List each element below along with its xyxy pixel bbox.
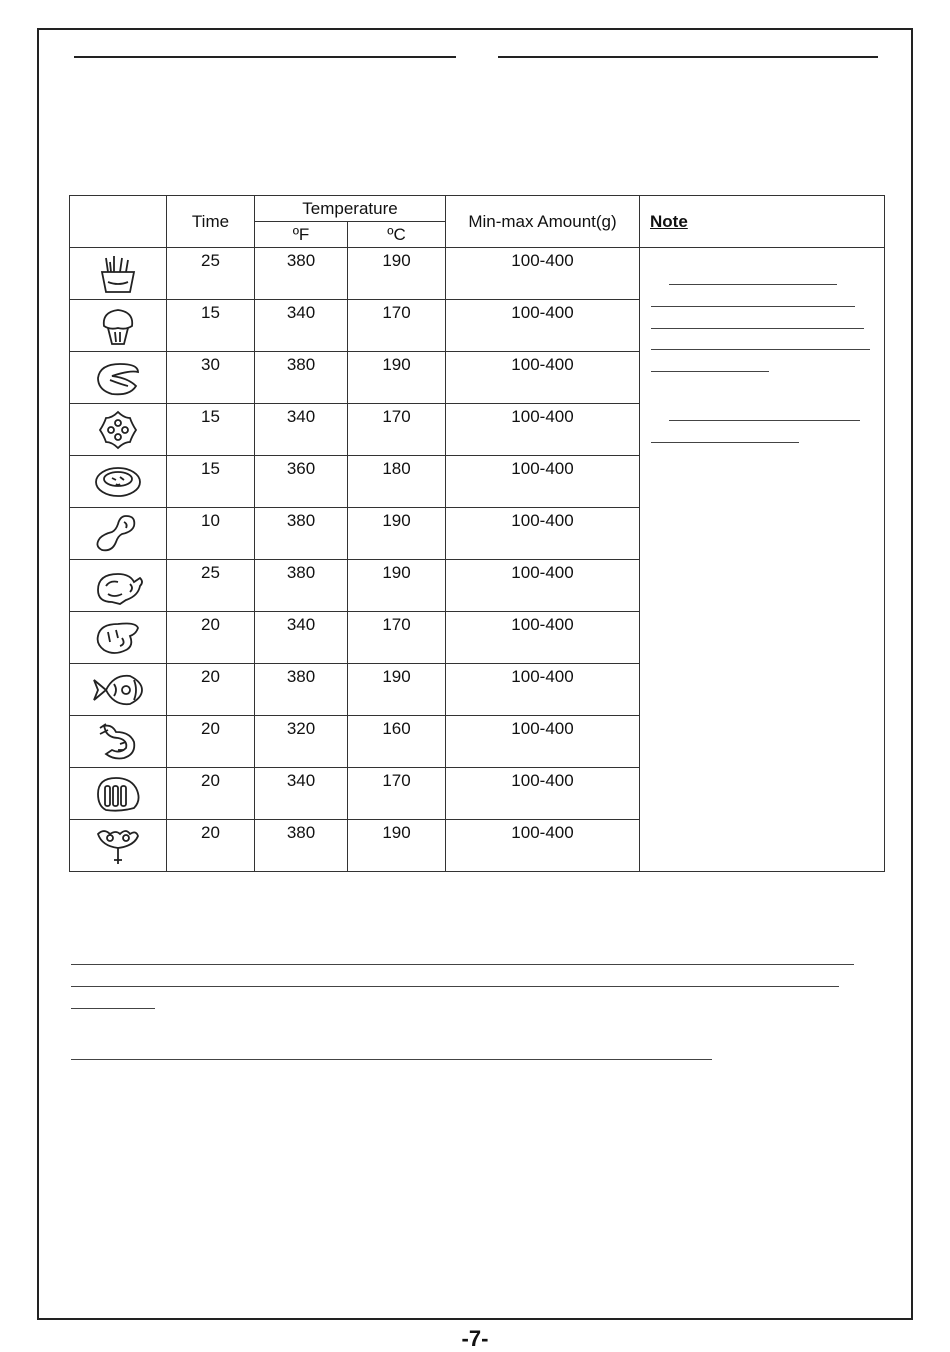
amount-cell: 100-400 [446,664,640,716]
steak-icon [90,616,146,660]
amount-cell: 100-400 [446,352,640,404]
amount-cell: 100-400 [446,456,640,508]
body-line [71,964,854,965]
fahrenheit-cell: 380 [255,560,348,612]
time-cell: 25 [167,560,255,612]
celsius-cell: 170 [348,300,446,352]
skewer-icon [90,824,146,868]
amount-cell: 100-400 [446,508,640,560]
body-line [71,1059,712,1060]
icon-cell [70,768,167,820]
time-cell: 20 [167,664,255,716]
fahrenheit-cell: 380 [255,248,348,300]
shrimp-icon [90,720,146,764]
page-number: -7- [461,1326,489,1351]
ribs-icon [90,772,146,816]
header-note [640,196,885,248]
fish-icon [90,668,146,712]
time-cell: 30 [167,352,255,404]
note-line [651,349,870,350]
fahrenheit-cell: 360 [255,456,348,508]
celsius-cell: 190 [348,664,446,716]
fahrenheit-cell: 320 [255,716,348,768]
fahrenheit-cell: 380 [255,820,348,872]
time-cell: 15 [167,404,255,456]
header-temperature: Temperature [255,196,446,222]
time-cell: 15 [167,300,255,352]
icon-cell [70,560,167,612]
time-cell: 10 [167,508,255,560]
celsius-cell: 190 [348,560,446,612]
amount-cell: 100-400 [446,300,640,352]
body-line [71,986,839,987]
celsius-cell: 190 [348,352,446,404]
chicken-icon [90,564,146,608]
amount-cell: 100-400 [446,612,640,664]
celsius-cell: 160 [348,716,446,768]
fahrenheit-cell: 380 [255,508,348,560]
amount-cell: 100-400 [446,248,640,300]
fahrenheit-cell: 340 [255,300,348,352]
fahrenheit-cell: 340 [255,612,348,664]
note-line [651,328,864,329]
pastry-icon [90,356,146,400]
celsius-cell: 180 [348,456,446,508]
note-label: Note [650,211,688,231]
heading-rule-left [74,56,456,58]
amount-cell: 100-400 [446,820,640,872]
pie-icon [90,460,146,504]
icon-cell [70,716,167,768]
icon-cell [70,352,167,404]
amount-cell: 100-400 [446,404,640,456]
body-line [71,1008,155,1009]
amount-cell: 100-400 [446,560,640,612]
fahrenheit-cell: 340 [255,404,348,456]
header-amount: Min-max Amount(g) [446,196,640,248]
note-line [669,284,837,285]
icon-cell [70,248,167,300]
fahrenheit-cell: 380 [255,664,348,716]
celsius-cell: 170 [348,612,446,664]
table-row [70,248,885,300]
icon-cell [70,508,167,560]
time-cell: 20 [167,716,255,768]
note-line [651,306,855,307]
amount-cell: 100-400 [446,716,640,768]
fahrenheit-cell: 340 [255,768,348,820]
note-cell [640,248,885,872]
icon-cell [70,612,167,664]
icon-cell [70,300,167,352]
icon-cell [70,820,167,872]
note-line [651,371,769,372]
time-cell: 15 [167,456,255,508]
fahrenheit-cell: 380 [255,352,348,404]
heading-rule-right [498,56,878,58]
time-cell: 20 [167,820,255,872]
header-icon-column [70,196,167,248]
celsius-cell: 190 [348,508,446,560]
celsius-cell: 170 [348,768,446,820]
header-celsius: ºC [348,222,446,248]
note-line [669,420,860,421]
french-fries-icon [90,252,146,296]
muffin-icon [90,304,146,348]
time-cell: 20 [167,612,255,664]
celsius-cell: 190 [348,820,446,872]
icon-cell [70,664,167,716]
icon-cell [70,456,167,508]
cookie-icon [90,408,146,452]
time-cell: 25 [167,248,255,300]
celsius-cell: 190 [348,248,446,300]
amount-cell: 100-400 [446,768,640,820]
note-line [651,442,799,443]
celsius-cell: 170 [348,404,446,456]
header-fahrenheit: ºF [255,222,348,248]
peanut-icon [90,512,146,556]
cooking-table [69,195,885,872]
header-time: Time [167,196,255,248]
icon-cell [70,404,167,456]
time-cell: 20 [167,768,255,820]
